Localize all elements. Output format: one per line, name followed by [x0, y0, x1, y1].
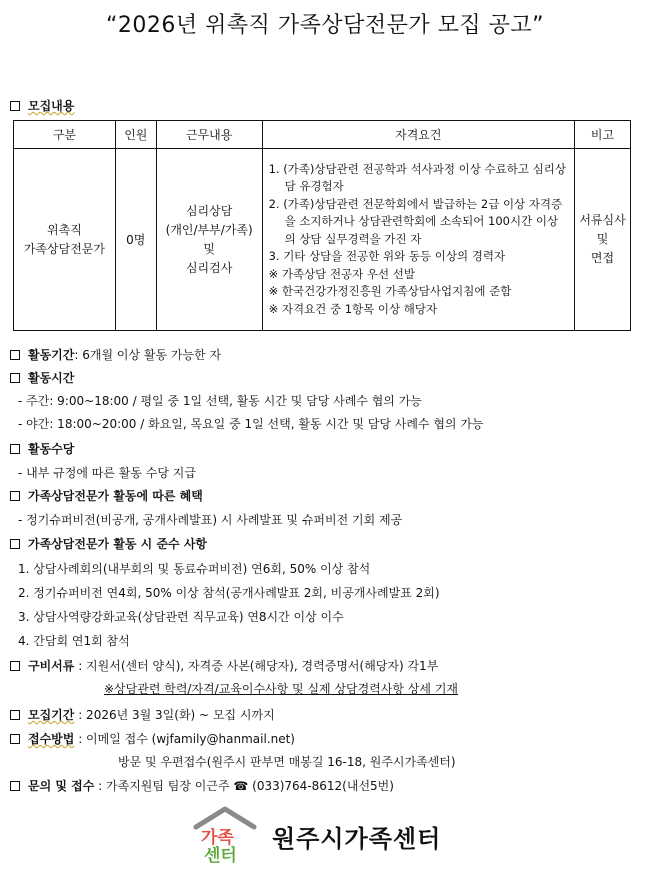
section-duty [10, 535, 207, 552]
section-docs [10, 657, 438, 674]
header-count: 인원 [115, 121, 156, 149]
square-bullet-icon [10, 661, 20, 671]
cell-category [14, 149, 116, 331]
docs-text: : 지원서(센터 양식), 자격증 사본(해당자), 경력증명서(해당자) 각1부 [78, 659, 439, 673]
requirement-note: ※ 자격요건 중 1항목 이상 해당자 [268, 301, 438, 316]
section-heading: 문의 및 접수 [28, 779, 95, 793]
apply-email: : 이메일 접수 (wjfamily@hanmail.net) [78, 732, 295, 746]
logo-name: 원주시가족센터 [272, 825, 442, 853]
time-line: - 야간: 18:00~20:00 / 화요일, 목요일 중 1일 선택, 활동 시간 및 담당 사례수 협의 가능 [18, 417, 484, 431]
apply-visit: 방문 및 우편접수(원주시 판부면 매봉길 16-18, 원주시가족센터) [118, 755, 456, 769]
square-bullet-icon [10, 781, 20, 791]
requirement-item: 3. 기타 상담을 전공한 위와 동등 이상의 경력자 [268, 249, 506, 264]
note-line: 및 [596, 232, 609, 246]
section-heading: 활동수당 [28, 442, 75, 456]
section-heading: 가족상담전문가 활동에 따른 혜택 [28, 489, 203, 503]
cell-work [156, 149, 262, 331]
work-line: 및 [203, 241, 215, 256]
table-header-row [14, 121, 631, 149]
note-line: 서류심사 [579, 213, 626, 227]
duty-line: 1. 상담사례회의(내부회의 및 동료슈퍼비전) 연6회, 50% 이상 참석 [18, 562, 371, 576]
section-contact [10, 777, 394, 794]
header-requirements: 자격요건 [262, 121, 574, 149]
center-logo [190, 805, 470, 865]
cell-requirements [262, 149, 574, 331]
requirement-item: 1. (가족)상담관련 전공학과 석사과정 이상 수료하고 심리상담 유경험자 [268, 161, 566, 194]
section-heading: 모집기간 [28, 708, 75, 722]
section-heading: 가족상담전문가 활동 시 준수 사항 [28, 537, 208, 551]
docs-note: ※상담관련 학력/자격/교육이수사항 및 실제 상담경력사항 상세 기재 [104, 682, 459, 696]
work-line: (개인/부부/가족) [165, 222, 253, 237]
page-title: “2026년 위촉직 가족상담전문가 모집 공고” [105, 13, 545, 38]
recruit-table [13, 120, 631, 331]
cell-count: 0명 [115, 149, 156, 331]
square-bullet-icon [10, 101, 20, 111]
header-category: 구분 [14, 121, 116, 149]
section-benefit [10, 487, 203, 504]
section-pay [10, 440, 74, 457]
work-line: 심리검사 [185, 260, 233, 275]
requirement-item: 2. (가족)상담관련 전문학회에서 발급하는 2급 이상 자격증을 소지하거나 상담관련학회에 소속되어 100시간 이상의 상담 실무경력을 가진 자 [268, 196, 563, 246]
category-line: 가족상담전문가 [23, 241, 105, 256]
pay-line: - 내부 규정에 따른 활동 수당 지급 [18, 466, 196, 480]
square-bullet-icon [10, 444, 20, 454]
logo-mark-bottom: 센터 [204, 846, 237, 863]
family-center-logo-icon [190, 805, 260, 863]
note-line: 면접 [590, 251, 615, 265]
duty-line: 2. 정기슈퍼비전 연4회, 50% 이상 참석(공개사례발표 2회, 비공개사례발표 2회) [18, 586, 440, 600]
section-deadline [10, 706, 275, 723]
square-bullet-icon [10, 710, 20, 720]
logo-mark-top: 가족 [201, 828, 234, 848]
square-bullet-icon [10, 734, 20, 744]
section-apply [10, 730, 295, 747]
section-heading: 접수방법 [28, 732, 75, 746]
deadline-text: : 2026년 3월 3일(화) ~ 모집 시까지 [78, 708, 275, 722]
work-line: 심리상담 [185, 203, 233, 218]
period-text: : 6개월 이상 활동 가능한 자 [74, 348, 222, 362]
section-heading: 활동기간 [28, 348, 75, 362]
time-line: - 주간: 9:00~18:00 / 평일 중 1일 선택, 활동 시간 및 담당 사례수 협의 가능 [18, 394, 422, 408]
section-recruit [10, 97, 74, 114]
section-heading: 활동시간 [28, 371, 75, 385]
section-period [10, 346, 221, 363]
square-bullet-icon [10, 350, 20, 360]
square-bullet-icon [10, 539, 20, 549]
square-bullet-icon [10, 373, 20, 383]
section-heading: 모집내용 [28, 99, 75, 113]
header-work: 근무내용 [156, 121, 262, 149]
section-time [10, 369, 74, 386]
contact-text: : 가족지원팀 팀장 이근주 ☎ (033)764-8612(내선5번) [98, 779, 394, 793]
cell-note [575, 149, 631, 331]
requirement-note: ※ 한국건강가정진흥원 가족상담사업지침에 준함 [268, 284, 512, 299]
duty-line: 4. 간담회 연1회 참석 [18, 634, 130, 648]
duty-line: 3. 상담사역량강화교육(상담관련 직무교육) 연8시간 이상 이수 [18, 610, 344, 624]
table-row [14, 149, 631, 331]
category-line: 위촉직 [47, 222, 82, 237]
section-heading: 구비서류 [28, 659, 75, 673]
square-bullet-icon [10, 491, 20, 501]
header-note: 비고 [575, 121, 631, 149]
requirement-note: ※ 가족상담 전공자 우선 선발 [268, 266, 416, 281]
benefit-line: - 정기슈퍼비전(비공개, 공개사례발표) 시 사례발표 및 슈퍼비전 기회 제공 [18, 513, 403, 527]
